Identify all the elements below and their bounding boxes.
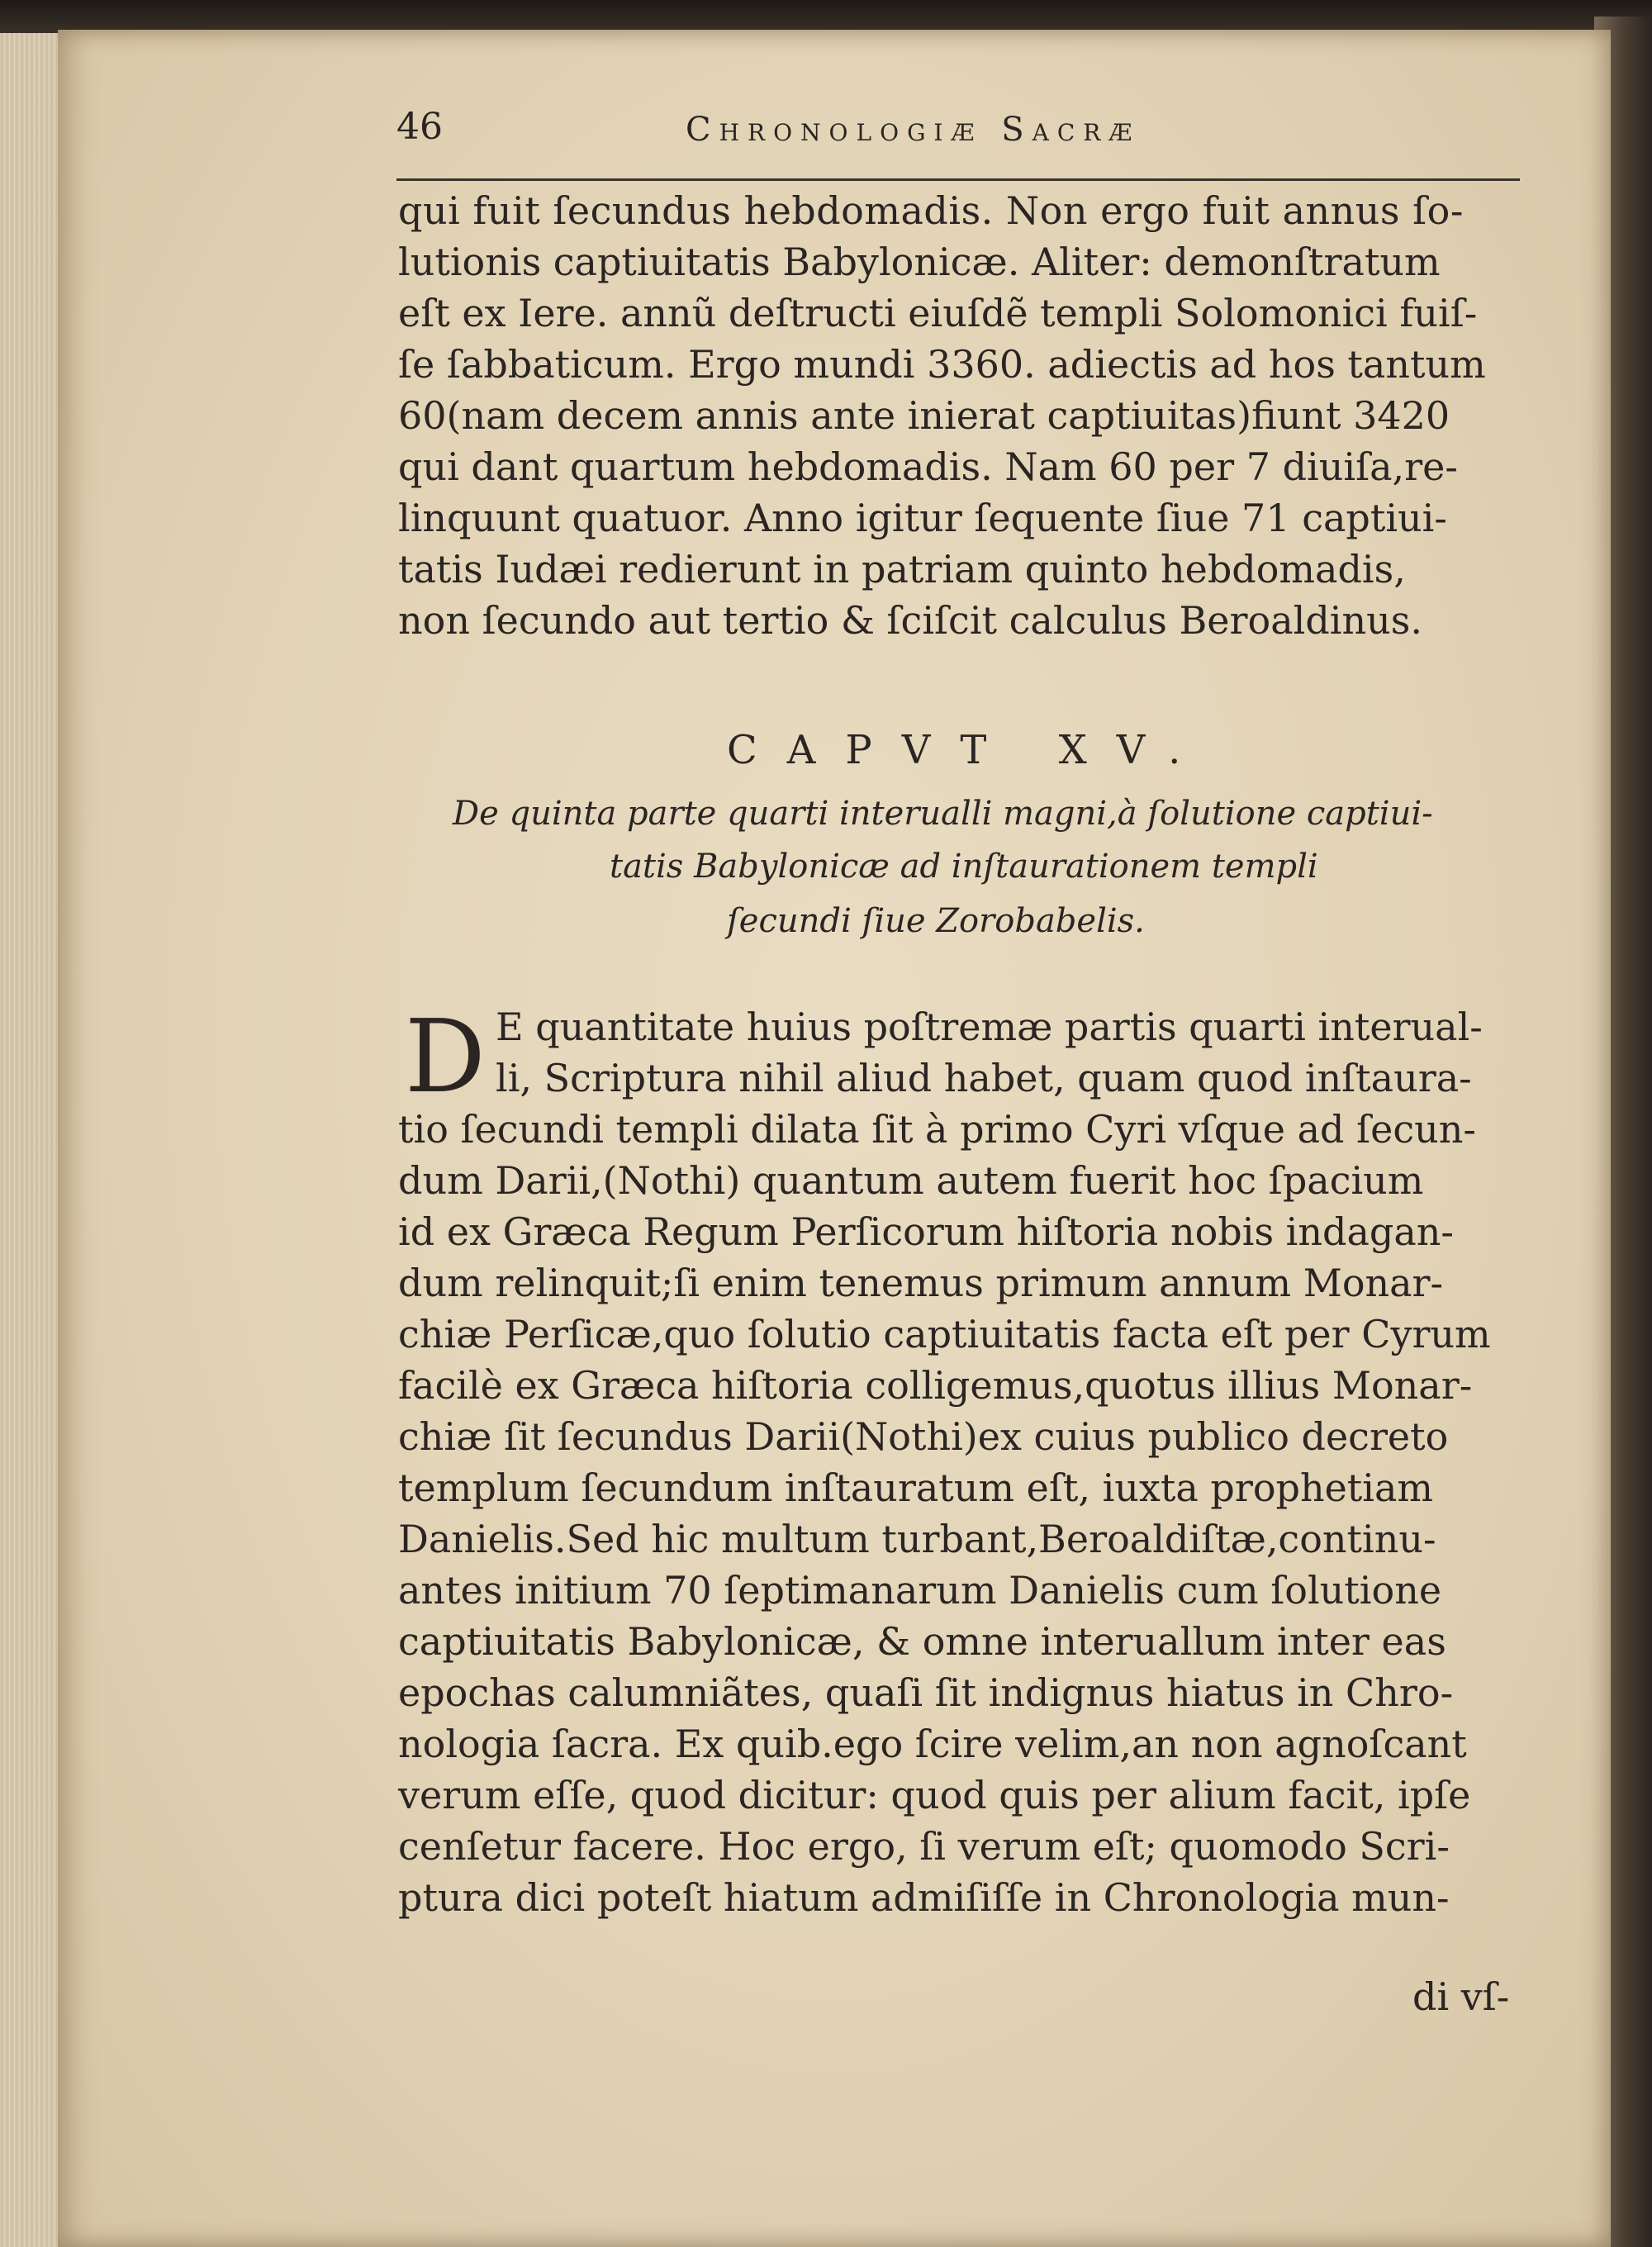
chapter-subtitle-line: tatis Babylonicæ ad inſtaurationem templi [610, 848, 1318, 886]
text-line: facilè ex Græca hiſtoria colligemus,quotus illius Monar- [398, 1363, 1473, 1408]
drop-cap: D [405, 998, 486, 1115]
text-line: eſt ex Iere. annũ deſtructi eiuſdẽ templi Solomonici fuiſ- [398, 291, 1478, 335]
text-line: lutionis captiuitatis Babylonicæ. Aliter: demonſtratum [398, 240, 1441, 284]
text-line: E quantitate huius poſtremæ partis quarti interual- [496, 1005, 1483, 1049]
text-line: antes initium 70 ſeptimanarum Danielis cum ſolutione [398, 1568, 1442, 1613]
text-line: id ex Græca Regum Perſicorum hiſtoria nobis indagan- [398, 1209, 1454, 1254]
text-line: verum eſſe, quod dicitur: quod quis per alium facit, ipſe [398, 1773, 1471, 1817]
chapter-heading: CAPVT XV. [727, 727, 1211, 773]
text-line: cenſetur facere. Hoc ergo, ſi verum eſt; quomodo Scri- [398, 1824, 1450, 1869]
running-title: Chronologiæ Sacræ [686, 111, 1141, 149]
header-rule [396, 178, 1520, 181]
text-line: ſe ſabbaticum. Ergo mundi 3360. adiectis ad hos tantum [398, 342, 1486, 387]
page-number: 46 [396, 106, 443, 148]
text-line: qui dant quartum hebdomadis. Nam 60 per 7 diuiſa,re- [398, 444, 1458, 489]
chapter-subtitle-line: ſecundi ſiue Zorobabelis. [727, 902, 1145, 940]
text-line: nologia ſacra. Ex quib.ego ſcire velim,an non agnoſcant [398, 1722, 1467, 1766]
text-line: captiuitatis Babylonicæ, & omne interuallum inter eas [398, 1619, 1446, 1664]
text-line: tatis Iudæi redierunt in patriam quinto hebdomadis, [398, 547, 1406, 591]
text-line: 60(nam decem annis ante inierat captiuitas)fiunt 3420 [398, 393, 1450, 438]
page-stack-edge [0, 33, 66, 2247]
text-line: epochas calumniãtes, quaſi ſit indignus hiatus in Chro- [398, 1670, 1454, 1715]
text-line: chiæ Perſicæ,quo ſolutio captiuitatis facta eſt per Cyrum [398, 1312, 1491, 1356]
text-line: Danielis.Sed hic multum turbant,Beroaldiſtæ,continu- [398, 1517, 1436, 1561]
text-line: chiæ ſit ſecundus Darii(Nothi)ex cuius publico decreto [398, 1414, 1449, 1459]
text-line: li, Scriptura nihil aliud habet, quam quod inſtaura- [496, 1056, 1472, 1100]
text-line: qui fuit ſecundus hebdomadis. Non ergo fuit annus ſo- [398, 188, 1464, 233]
text-line: templum ſecundum inſtauratum eſt, iuxta prophetiam [398, 1466, 1434, 1510]
text-line: ptura dici poteſt hiatum admiſiſſe in Chronologia mun- [398, 1875, 1450, 1920]
text-line: dum Darii,(Nothi) quantum autem fuerit hoc ſpacium [398, 1158, 1424, 1203]
text-line: non ſecundo aut tertio & ſciſcit calculus Beroaldinus. [398, 598, 1422, 643]
text-line: dum relinquit;ſi enim tenemus primum annum Monar- [398, 1261, 1444, 1305]
text-line: tio ſecundi templi dilata ſit à primo Cyri vſque ad ſecun- [398, 1107, 1476, 1152]
catchword: di vſ- [1412, 1974, 1510, 2019]
chapter-subtitle-line: De quinta parte quarti interualli magni,à ſolutione captiui- [453, 795, 1433, 833]
text-line: linquunt quatuor. Anno igitur ſequente ſiue 71 captiui- [398, 496, 1447, 540]
